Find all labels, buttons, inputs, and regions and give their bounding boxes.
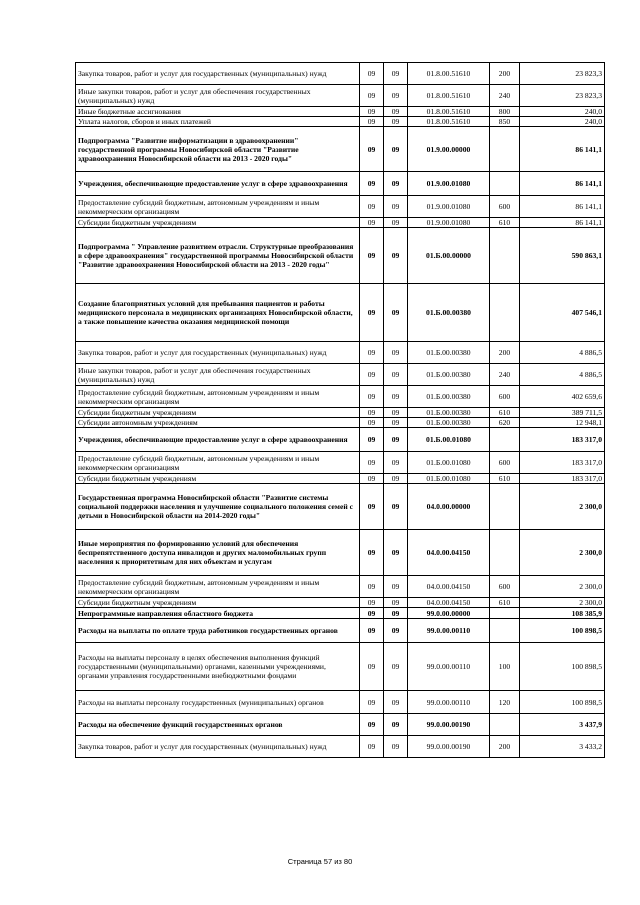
subsection-cell: 09 xyxy=(384,619,408,643)
page-number: Страница 57 из 80 xyxy=(287,857,353,866)
subsection-cell: 09 xyxy=(384,63,408,85)
expense-type-cell: 600 xyxy=(490,576,520,598)
row-name-cell: Иные бюджетные ассигнования xyxy=(76,107,360,117)
table-row xyxy=(76,576,605,598)
table-row xyxy=(76,530,605,576)
row-name-cell: Уплата налогов, сборов и иных платежей xyxy=(76,117,360,127)
table-row xyxy=(76,408,605,418)
expense-type-cell: 800 xyxy=(490,107,520,117)
table-row xyxy=(76,484,605,530)
target-code-cell: 99.0.00.00110 xyxy=(408,643,490,691)
amount-cell: 407 546,1 xyxy=(520,284,605,342)
subsection-cell: 09 xyxy=(384,284,408,342)
amount-cell: 183 317,0 xyxy=(520,474,605,484)
expense-type-cell: 200 xyxy=(490,342,520,364)
expense-type-cell: 240 xyxy=(490,85,520,107)
section-cell: 09 xyxy=(360,714,384,736)
subsection-cell: 09 xyxy=(384,172,408,196)
target-code-cell: 01.8.00.51610 xyxy=(408,117,490,127)
target-code-cell: 01.Б.00.00380 xyxy=(408,408,490,418)
section-cell: 09 xyxy=(360,107,384,117)
expense-type-cell xyxy=(490,530,520,576)
expense-type-cell: 600 xyxy=(490,196,520,218)
target-code-cell: 01.Б.00.00000 xyxy=(408,228,490,284)
table-row xyxy=(76,342,605,364)
table-row xyxy=(76,127,605,172)
subsection-cell: 09 xyxy=(384,218,408,228)
table-row xyxy=(76,608,605,619)
target-code-cell: 01.8.00.51610 xyxy=(408,63,490,85)
row-name-cell: Государственная программа Новосибирской области "Развитие системы социальной поддержки населения и улучшение социального положения семей с детьми в Новосибирской области на 2014-2020 годы" xyxy=(76,484,360,530)
amount-cell: 3 437,9 xyxy=(520,714,605,736)
table-row xyxy=(76,736,605,758)
target-code-cell: 04.0.00.00000 xyxy=(408,484,490,530)
table-row xyxy=(76,63,605,85)
section-cell: 09 xyxy=(360,342,384,364)
amount-cell: 402 659,6 xyxy=(520,386,605,408)
target-code-cell: 01.8.00.51610 xyxy=(408,107,490,117)
amount-cell: 2 300,0 xyxy=(520,530,605,576)
expense-type-cell xyxy=(490,428,520,452)
target-code-cell: 01.Б.00.01080 xyxy=(408,428,490,452)
row-name-cell: Расходы на выплаты персоналу государственных (муниципальных) органов xyxy=(76,691,360,714)
amount-cell: 4 886,5 xyxy=(520,364,605,386)
section-cell: 09 xyxy=(360,691,384,714)
expense-type-cell xyxy=(490,172,520,196)
table-row xyxy=(76,284,605,342)
amount-cell: 12 948,1 xyxy=(520,418,605,428)
target-code-cell: 04.0.00.04150 xyxy=(408,598,490,608)
subsection-cell: 09 xyxy=(384,364,408,386)
subsection-cell: 09 xyxy=(384,576,408,598)
subsection-cell: 09 xyxy=(384,127,408,172)
expense-type-cell: 200 xyxy=(490,736,520,758)
subsection-cell: 09 xyxy=(384,714,408,736)
table-row xyxy=(76,364,605,386)
subsection-cell: 09 xyxy=(384,643,408,691)
section-cell: 09 xyxy=(360,643,384,691)
subsection-cell: 09 xyxy=(384,484,408,530)
target-code-cell: 01.Б.00.01080 xyxy=(408,452,490,474)
target-code-cell: 99.0.00.00000 xyxy=(408,608,490,619)
expense-type-cell: 610 xyxy=(490,474,520,484)
expense-type-cell xyxy=(490,619,520,643)
row-name-cell: Непрограммные направления областного бюджета xyxy=(76,608,360,619)
subsection-cell: 09 xyxy=(384,386,408,408)
section-cell: 09 xyxy=(360,228,384,284)
section-cell: 09 xyxy=(360,127,384,172)
target-code-cell: 01.Б.00.00380 xyxy=(408,364,490,386)
amount-cell: 240,0 xyxy=(520,107,605,117)
subsection-cell: 09 xyxy=(384,85,408,107)
subsection-cell: 09 xyxy=(384,107,408,117)
expense-type-cell: 610 xyxy=(490,598,520,608)
row-name-cell: Создание благоприятных условий для пребывания пациентов и работы медицинского персонала в медицинских организациях Новосибирской области, а также повышение качества оказания медицинской помощи xyxy=(76,284,360,342)
amount-cell: 4 886,5 xyxy=(520,342,605,364)
section-cell: 09 xyxy=(360,530,384,576)
row-name-cell: Расходы на обеспечение функций государственных органов xyxy=(76,714,360,736)
section-cell: 09 xyxy=(360,418,384,428)
table-row xyxy=(76,619,605,643)
row-name-cell: Предоставление субсидий бюджетным, автономным учреждениям и иным некоммерческим организациям xyxy=(76,576,360,598)
subsection-cell: 09 xyxy=(384,408,408,418)
row-name-cell: Субсидии автономным учреждениям xyxy=(76,418,360,428)
subsection-cell: 09 xyxy=(384,228,408,284)
expense-type-cell: 240 xyxy=(490,364,520,386)
row-name-cell: Субсидии бюджетным учреждениям xyxy=(76,598,360,608)
row-name-cell: Субсидии бюджетным учреждениям xyxy=(76,218,360,228)
row-name-cell: Предоставление субсидий бюджетным, автономным учреждениям и иным некоммерческим организациям xyxy=(76,452,360,474)
row-name-cell: Иные закупки товаров, работ и услуг для обеспечения государственных (муниципальных) нужд xyxy=(76,364,360,386)
expense-type-cell: 610 xyxy=(490,218,520,228)
table-row xyxy=(76,714,605,736)
table-row xyxy=(76,117,605,127)
row-name-cell: Подпрограмма "Развитие информатизации в здравоохранении" государственной программы Новосибирской области "Развитие здравоохранения Новосибирской области на 2013 - 2020 годы" xyxy=(76,127,360,172)
target-code-cell: 01.Б.00.00380 xyxy=(408,418,490,428)
target-code-cell: 01.Б.00.00380 xyxy=(408,284,490,342)
amount-cell: 23 823,3 xyxy=(520,63,605,85)
section-cell: 09 xyxy=(360,63,384,85)
subsection-cell: 09 xyxy=(384,598,408,608)
section-cell: 09 xyxy=(360,364,384,386)
row-name-cell: Субсидии бюджетным учреждениям xyxy=(76,408,360,418)
amount-cell: 183 317,0 xyxy=(520,428,605,452)
expense-type-cell xyxy=(490,484,520,530)
amount-cell: 240,0 xyxy=(520,117,605,127)
target-code-cell: 99.0.00.00110 xyxy=(408,691,490,714)
amount-cell: 86 141,1 xyxy=(520,127,605,172)
subsection-cell: 09 xyxy=(384,608,408,619)
section-cell: 09 xyxy=(360,619,384,643)
table-row xyxy=(76,418,605,428)
amount-cell: 100 898,5 xyxy=(520,619,605,643)
section-cell: 09 xyxy=(360,428,384,452)
row-name-cell: Закупка товаров, работ и услуг для государственных (муниципальных) нужд xyxy=(76,342,360,364)
target-code-cell: 01.Б.00.00380 xyxy=(408,386,490,408)
amount-cell: 100 898,5 xyxy=(520,643,605,691)
expense-type-cell: 200 xyxy=(490,63,520,85)
row-name-cell: Расходы на выплаты персоналу в целях обеспечения выполнения функций государственными (муниципальными) органами, казенными учреждениями, органами управления государственными внебюджетными фондами xyxy=(76,643,360,691)
subsection-cell: 09 xyxy=(384,691,408,714)
subsection-cell: 09 xyxy=(384,196,408,218)
target-code-cell: 01.9.00.01080 xyxy=(408,172,490,196)
section-cell: 09 xyxy=(360,474,384,484)
amount-cell: 2 300,0 xyxy=(520,598,605,608)
expense-type-cell xyxy=(490,284,520,342)
section-cell: 09 xyxy=(360,85,384,107)
section-cell: 09 xyxy=(360,386,384,408)
section-cell: 09 xyxy=(360,218,384,228)
section-cell: 09 xyxy=(360,736,384,758)
amount-cell: 100 898,5 xyxy=(520,691,605,714)
subsection-cell: 09 xyxy=(384,428,408,452)
subsection-cell: 09 xyxy=(384,530,408,576)
table-row xyxy=(76,196,605,218)
section-cell: 09 xyxy=(360,608,384,619)
expense-type-cell: 600 xyxy=(490,452,520,474)
target-code-cell: 04.0.00.04150 xyxy=(408,530,490,576)
amount-cell: 108 385,9 xyxy=(520,608,605,619)
section-cell: 09 xyxy=(360,576,384,598)
expense-type-cell xyxy=(490,127,520,172)
expense-type-cell xyxy=(490,228,520,284)
row-name-cell: Расходы на выплаты по оплате труда работников государственных органов xyxy=(76,619,360,643)
amount-cell: 389 711,5 xyxy=(520,408,605,418)
table-row xyxy=(76,691,605,714)
expense-type-cell xyxy=(490,608,520,619)
amount-cell: 2 300,0 xyxy=(520,484,605,530)
table-row xyxy=(76,452,605,474)
row-name-cell: Субсидии бюджетным учреждениям xyxy=(76,474,360,484)
subsection-cell: 09 xyxy=(384,418,408,428)
table-row xyxy=(76,428,605,452)
section-cell: 09 xyxy=(360,452,384,474)
target-code-cell: 99.0.00.00190 xyxy=(408,736,490,758)
target-code-cell: 99.0.00.00110 xyxy=(408,619,490,643)
row-name-cell: Иные закупки товаров, работ и услуг для обеспечения государственных (муниципальных) нужд xyxy=(76,85,360,107)
table-row xyxy=(76,474,605,484)
target-code-cell: 01.Б.00.00380 xyxy=(408,342,490,364)
table-row xyxy=(76,386,605,408)
table-row xyxy=(76,218,605,228)
target-code-cell: 01.9.00.01080 xyxy=(408,196,490,218)
row-name-cell: Подпрограмма " Управление развитием отрасли. Структурные преобразования в сфере здравоохранения" государственной программы Новосибирской области "Развитие здравоохранения Новосибирской области на 2013 - 2020 годы" xyxy=(76,228,360,284)
subsection-cell: 09 xyxy=(384,452,408,474)
amount-cell: 2 300,0 xyxy=(520,576,605,598)
row-name-cell: Иные мероприятия по формированию условий для обеспечения беспрепятственного доступа инвалидов и других маломобильных групп населения к приоритетным для них объектам и услугам xyxy=(76,530,360,576)
budget-table xyxy=(75,62,605,758)
section-cell: 09 xyxy=(360,598,384,608)
amount-cell: 3 433,2 xyxy=(520,736,605,758)
expense-type-cell: 600 xyxy=(490,386,520,408)
subsection-cell: 09 xyxy=(384,474,408,484)
amount-cell: 183 317,0 xyxy=(520,452,605,474)
expense-type-cell: 620 xyxy=(490,418,520,428)
amount-cell: 23 823,3 xyxy=(520,85,605,107)
table-row xyxy=(76,172,605,196)
target-code-cell: 01.9.00.01080 xyxy=(408,218,490,228)
expense-type-cell: 610 xyxy=(490,408,520,418)
table-row xyxy=(76,107,605,117)
table-row xyxy=(76,643,605,691)
table-row xyxy=(76,598,605,608)
amount-cell: 86 141,1 xyxy=(520,196,605,218)
row-name-cell: Закупка товаров, работ и услуг для государственных (муниципальных) нужд xyxy=(76,63,360,85)
row-name-cell: Учреждения, обеспечивающие предоставление услуг в сфере здравоохранения xyxy=(76,428,360,452)
target-code-cell: 01.8.00.51610 xyxy=(408,85,490,107)
table-row xyxy=(76,228,605,284)
amount-cell: 86 141,1 xyxy=(520,218,605,228)
target-code-cell: 01.9.00.00000 xyxy=(408,127,490,172)
section-cell: 09 xyxy=(360,408,384,418)
target-code-cell: 99.0.00.00190 xyxy=(408,714,490,736)
section-cell: 09 xyxy=(360,172,384,196)
subsection-cell: 09 xyxy=(384,117,408,127)
section-cell: 09 xyxy=(360,196,384,218)
subsection-cell: 09 xyxy=(384,736,408,758)
table-row xyxy=(76,85,605,107)
row-name-cell: Предоставление субсидий бюджетным, автономным учреждениям и иным некоммерческим организациям xyxy=(76,386,360,408)
amount-cell: 86 141,1 xyxy=(520,172,605,196)
row-name-cell: Предоставление субсидий бюджетным, автономным учреждениям и иным некоммерческим организациям xyxy=(76,196,360,218)
row-name-cell: Учреждения, обеспечивающие предоставление услуг в сфере здравоохранения xyxy=(76,172,360,196)
budget-table-body xyxy=(76,63,605,758)
expense-type-cell: 100 xyxy=(490,643,520,691)
target-code-cell: 01.Б.00.01080 xyxy=(408,474,490,484)
expense-type-cell xyxy=(490,714,520,736)
section-cell: 09 xyxy=(360,117,384,127)
section-cell: 09 xyxy=(360,284,384,342)
expense-type-cell: 850 xyxy=(490,117,520,127)
expense-type-cell: 120 xyxy=(490,691,520,714)
section-cell: 09 xyxy=(360,484,384,530)
target-code-cell: 04.0.00.04150 xyxy=(408,576,490,598)
amount-cell: 590 863,1 xyxy=(520,228,605,284)
row-name-cell: Закупка товаров, работ и услуг для государственных (муниципальных) нужд xyxy=(76,736,360,758)
subsection-cell: 09 xyxy=(384,342,408,364)
